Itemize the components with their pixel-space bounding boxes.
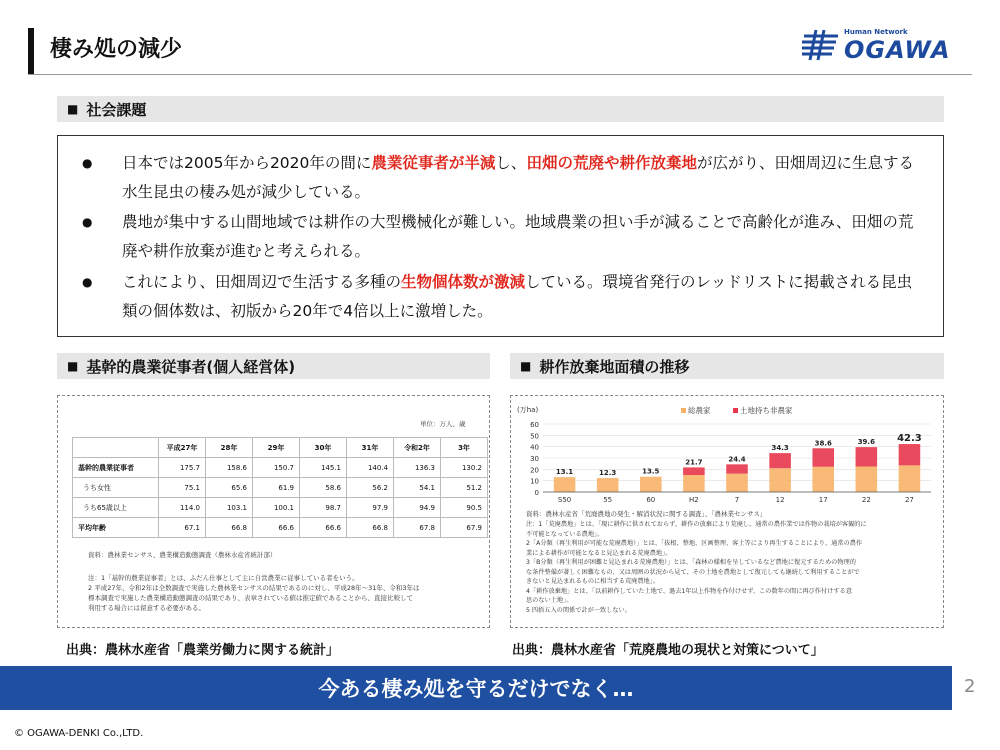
bar-segment <box>812 467 834 492</box>
table-cell: 66.8 <box>347 518 394 538</box>
legend-label: 土地持ち非農家 <box>740 406 793 415</box>
x-tick-label: H2 <box>689 496 699 504</box>
table-cell: 54.1 <box>394 478 441 498</box>
legend-swatch <box>681 408 686 413</box>
social-issue-header <box>57 96 944 122</box>
table-cell: 175.7 <box>159 458 206 478</box>
bar-total-label: 13.1 <box>555 468 574 477</box>
table-cell: 103.1 <box>206 498 253 518</box>
note-line: 注：1「基幹的農業従事者」とは、ふだん仕事として主に自営農業に従事している者をいう。 <box>88 574 359 582</box>
highlight-text: 田畑の荒廃や耕作放棄地 <box>526 154 697 172</box>
bar-total-label: 12.3 <box>599 469 617 478</box>
table-header-cell: 28年 <box>206 438 253 458</box>
abandoned-land-label: 耕作放棄地面積の推移 <box>539 357 690 376</box>
title-accent-bar <box>28 28 34 74</box>
bar-total-label: 13.5 <box>642 467 660 476</box>
bar-segment <box>726 474 748 492</box>
bar-segment <box>856 447 878 466</box>
table-header-cell: 31年 <box>347 438 394 458</box>
table-cell: 56.2 <box>347 478 394 498</box>
table-cell: 75.1 <box>159 478 206 498</box>
note-line: 3「B分類（再生利用が困難と見込まれる荒廃農地）」とは、「森林の様相を呈しているなど農地に復元するための物理的 <box>526 559 856 566</box>
table-header-cell: 29年 <box>253 438 300 458</box>
table-cell: 67.8 <box>394 518 441 538</box>
note-line: 業による耕作が可能となると見込まれる荒廃農地」。 <box>526 549 672 557</box>
table-cell: 130.2 <box>441 458 488 478</box>
bullet-text-segment: 日本では2005年から2020年の間に <box>122 154 372 172</box>
table-cell: 67.9 <box>441 518 488 538</box>
note-line: 不可能となっている農地」。 <box>526 530 604 538</box>
x-tick-label: 17 <box>818 496 828 504</box>
bar-segment <box>683 475 705 492</box>
note-line: 2 平成27年、令和2年は全数調査で実施した農林業センサスの結果であるのに対し、平成28年～31年、令和3年は <box>88 584 420 592</box>
table-cell: 136.3 <box>394 458 441 478</box>
note-line: 思のない土地」。 <box>526 597 573 604</box>
table-cell: 114.0 <box>159 498 206 518</box>
bullet-item <box>82 149 917 207</box>
bar-segment <box>597 478 619 492</box>
farmers-header <box>57 353 490 379</box>
bar-segment <box>769 453 791 468</box>
y-axis-label: (万ha) <box>517 406 539 414</box>
note-line: 標本調査で実施した農業構造動態調査の結果であり、表章されている値は推定値であることから、直接比較して <box>88 594 413 602</box>
table-cell: 97.9 <box>347 498 394 518</box>
farmers-table <box>72 437 488 538</box>
y-tick-label: 20 <box>530 466 539 475</box>
table-cell: 158.6 <box>206 458 253 478</box>
bullet-item <box>82 268 917 326</box>
chart-source: 資料：農林水産省「荒廃農地の発生・解消状況に関する調査」、「農林業センサス」 <box>526 510 767 518</box>
table-header-cell: 30年 <box>300 438 347 458</box>
table-row-label: 基幹的農業従事者 <box>73 458 159 478</box>
table-cell: 65.6 <box>206 478 253 498</box>
y-tick-label: 10 <box>530 477 539 486</box>
table-row-label: 平均年齢 <box>73 518 159 538</box>
table-cell: 61.9 <box>253 478 300 498</box>
bullet-dot-icon: ● <box>82 156 93 170</box>
bar-total-label: 42.3 <box>897 433 922 445</box>
bar-segment <box>899 444 921 465</box>
table-header-cell: 平成27年 <box>159 438 206 458</box>
note-line: 5 四捨五入の関係で計が一致しない。 <box>526 606 631 614</box>
table-cell: 51.2 <box>441 478 488 498</box>
x-tick-label: S50 <box>557 496 572 504</box>
table-cell: 66.6 <box>253 518 300 538</box>
bar-total-label: 24.4 <box>728 455 746 464</box>
conclusion-banner: 今ある棲み処を守るだけでなく… <box>0 666 952 710</box>
table-source: 資料：農林業センサス、農業構造動態調査（農林水産省統計部） <box>88 551 277 559</box>
table-row <box>73 478 488 498</box>
abandoned-land-citation: 出典：農林水産省「荒廃農地の現状と対策について」 <box>512 643 824 658</box>
table-row-label: うち女性 <box>73 478 159 498</box>
note-line: な条件整備が著しく困難なもの、又は周囲の状況から見て、その土地を農地として復元しても継続して利用することがで <box>526 568 860 576</box>
bar-segment <box>726 464 748 473</box>
bar-segment <box>640 477 662 492</box>
abandoned-land-header <box>510 353 944 379</box>
square-bullet-icon: ■ <box>67 359 79 373</box>
note-line: 注：1「荒廃農地」とは、「現に耕作に供されておらず、耕作の放棄により荒廃し、通常の農作業では作物の栽培が客観的に <box>526 521 867 528</box>
y-tick-label: 30 <box>530 455 539 463</box>
bullet-text-segment: し、 <box>495 154 527 172</box>
y-tick-label: 60 <box>530 421 539 429</box>
bar-segment <box>554 477 576 492</box>
table-cell: 100.1 <box>253 498 300 518</box>
chart-notes <box>526 520 867 615</box>
farmers-label: 基幹的農業従事者(個人経営体) <box>86 357 296 376</box>
table-header-cell: 3年 <box>441 438 488 458</box>
note-line: 利用する場合には留意する必要がある。 <box>88 604 205 612</box>
bullet-text <box>122 208 917 266</box>
bullet-text <box>122 268 917 326</box>
bullet-item <box>82 208 917 266</box>
bar-segment <box>899 465 921 492</box>
bullet-text-segment: 農地が集中する山間地域では耕作の大型機械化が難しい。地域農業の担い手が減ることで高齢化が進み、田畑の荒廃や耕作放棄が進むと考えられる。 <box>122 213 914 260</box>
x-tick-label: 27 <box>904 496 914 504</box>
bullet-text-segment: が広がり、田畑周辺に生息する水生昆虫の棲み処が減少している。 <box>122 154 914 201</box>
legend-swatch <box>733 408 738 413</box>
table-header-cell <box>73 438 159 458</box>
x-tick-label: 60 <box>646 496 656 504</box>
page-title: 棲み処の減少 <box>50 37 183 62</box>
table-cell: 98.7 <box>300 498 347 518</box>
table-cell: 145.1 <box>300 458 347 478</box>
table-row <box>73 518 488 538</box>
square-bullet-icon: ■ <box>520 359 532 373</box>
table-cell: 58.6 <box>300 478 347 498</box>
highlight-text: 生物個体数が激減 <box>401 273 526 291</box>
farmers-citation: 出典：農林水産省「農業労働力に関する統計」 <box>66 643 340 658</box>
logo-wordmark: OGAWA <box>844 36 951 64</box>
x-tick-label: 12 <box>775 496 785 504</box>
highlight-text: 農業従事者が半減 <box>371 154 496 172</box>
x-tick-label: 7 <box>734 496 740 504</box>
table-cell: 94.9 <box>394 498 441 518</box>
table-cell: 67.1 <box>159 518 206 538</box>
bar-segment <box>683 467 705 475</box>
table-cell: 66.8 <box>206 518 253 538</box>
logo-tagline: Human Network <box>844 28 908 36</box>
title-divider <box>28 74 972 75</box>
bar-segment <box>769 468 791 492</box>
bar-total-label: 39.6 <box>857 438 875 447</box>
x-tick-label: 55 <box>603 496 613 504</box>
x-tick-label: 22 <box>861 496 871 504</box>
bullet-dot-icon: ● <box>82 275 93 289</box>
table-row-label: うち65歳以上 <box>73 498 159 518</box>
bullet-text-segment: これにより、田畑周辺で生活する多種の <box>122 273 402 291</box>
table-unit: 単位：万人、歳 <box>420 420 466 428</box>
legend-label: 総農家 <box>688 406 711 415</box>
y-tick-label: 0 <box>534 489 539 497</box>
table-cell: 66.6 <box>300 518 347 538</box>
note-line: 4「耕作放棄地」とは、「以前耕作していた土地で、過去1年以上作物を作付けせず、この数年の間に再び作付けする意 <box>526 587 852 595</box>
note-line: 2「A分類（再生利用が可能な荒廃農地）」とは、「抜根、整地、区画整理、客土等により再生することにより、通常の農作 <box>526 540 863 547</box>
abandoned-land-chart <box>513 400 941 508</box>
bullet-dot-icon: ● <box>82 215 93 229</box>
table-row <box>73 458 488 478</box>
table-cell: 90.5 <box>441 498 488 518</box>
square-bullet-icon: ■ <box>67 102 79 116</box>
table-cell: 150.7 <box>253 458 300 478</box>
bar-total-label: 38.6 <box>814 439 832 448</box>
table-header-row <box>73 438 488 458</box>
copyright: © OGAWA-DENKI Co.,LTD. <box>14 728 144 739</box>
y-tick-label: 50 <box>530 432 539 441</box>
bullet-text <box>122 149 917 207</box>
table-notes <box>88 573 420 613</box>
table-row <box>73 498 488 518</box>
bar-segment <box>856 467 878 493</box>
page-number: 2 <box>964 676 976 697</box>
note-line: きないと見込まれるものに相当する荒廃農地」。 <box>526 578 660 585</box>
bar-segment <box>812 448 834 466</box>
bar-total-label: 34.3 <box>771 444 789 453</box>
bullet-text-segment: している。環境省発行のレッドリストに掲載される昆虫類の個体数は、初版から20年で4倍以上に激増した。 <box>122 273 913 320</box>
social-issue-label: 社会課題 <box>86 100 147 119</box>
bar-total-label: 21.7 <box>685 458 703 467</box>
y-tick-label: 40 <box>530 443 539 452</box>
table-cell: 140.4 <box>347 458 394 478</box>
table-header-cell: 令和2年 <box>394 438 441 458</box>
